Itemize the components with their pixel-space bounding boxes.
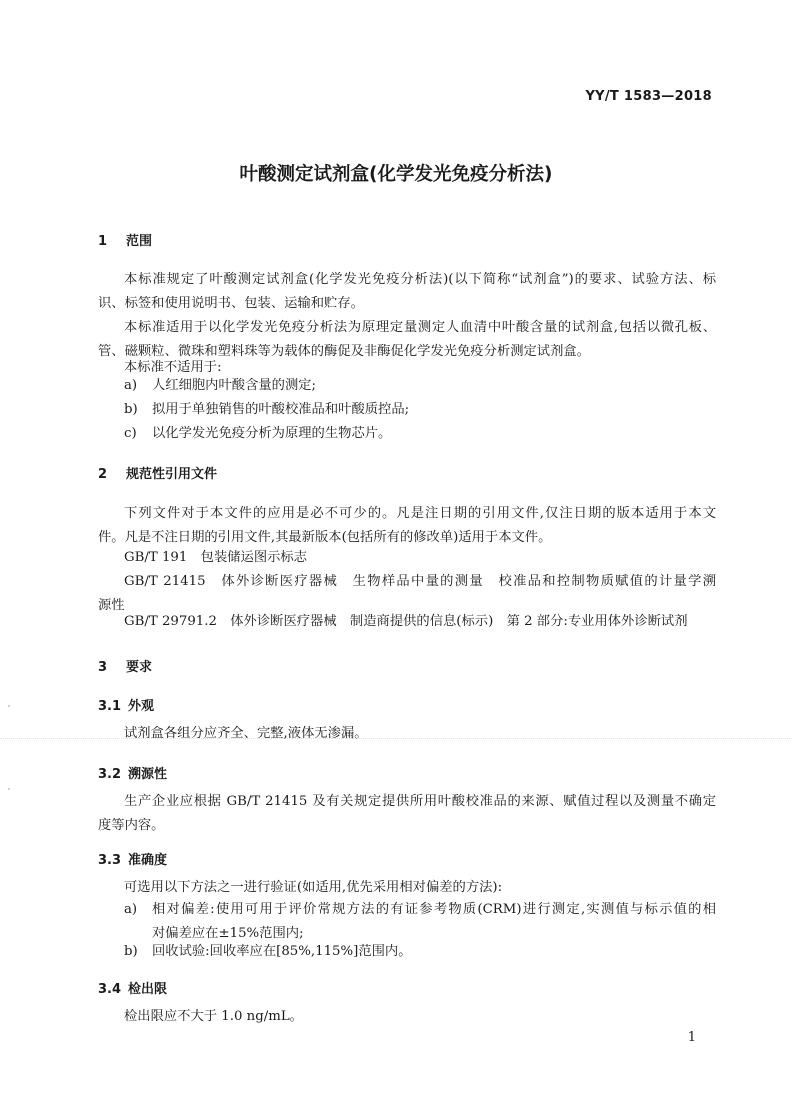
list-item-label: b) xyxy=(124,944,138,959)
section-3-heading xyxy=(98,656,152,675)
page-number: 1 xyxy=(687,1030,696,1045)
s2-paragraph-1 xyxy=(98,502,716,550)
s32-line2: 度等内容。 xyxy=(98,818,165,833)
s2-p1-line1: 下列文件对于本文件的应用是必不可少的。凡是注日期的引用文件,仅注日期的版本适用于本文 xyxy=(124,506,716,521)
list-item-label: a) xyxy=(124,378,138,393)
section-3-2-title: 溯源性 xyxy=(128,767,168,782)
s1-paragraph-1 xyxy=(98,268,716,316)
list-item-label: c) xyxy=(124,426,137,441)
section-2-number: 2 xyxy=(98,467,108,482)
s32-line1: 生产企业应根据 GB/T 21415 及有关规定提供所用叶酸校准品的来源、赋值过程以及测量不确定 xyxy=(124,794,716,809)
s34-text: 检出限应不大于 1.0 ng/mL。 xyxy=(124,1009,303,1024)
s32-paragraph xyxy=(98,790,716,838)
section-3-4-heading xyxy=(98,978,167,997)
section-3-2-heading xyxy=(98,763,167,782)
scan-artifact-line xyxy=(0,738,792,739)
section-3-1-heading xyxy=(98,695,154,714)
section-3-4-number: 3.4 xyxy=(98,982,122,997)
list-item-text: 回收试验:回收率应在[85%,115%]范围内。 xyxy=(152,944,412,959)
section-3-number: 3 xyxy=(98,660,108,675)
section-2-heading xyxy=(98,463,217,482)
section-3-title: 要求 xyxy=(126,660,153,675)
section-3-1-number: 3.1 xyxy=(98,699,122,714)
s1-paragraph-3: 本标准不适用于: xyxy=(124,360,222,375)
ref2-line2: 源性 xyxy=(98,598,125,613)
list-item-text: 以化学发光免疫分析为原理的生物芯片。 xyxy=(152,426,392,441)
ref2-line1: GB/T 21415 体外诊断医疗器械 生物样品中量的测量 校准品和控制物质赋值的计量学溯 xyxy=(124,574,716,589)
document-title: 叶酸测定试剂盒(化学发光免疫分析法) xyxy=(239,164,553,185)
s31-text: 试剂盒各组分应齐全、完整,液体无渗漏。 xyxy=(124,726,368,741)
s1-p2-line2: 管、磁颗粒、微珠和塑料珠等为载体的酶促及非酶促化学发光免疫分析测定试剂盒。 xyxy=(98,344,590,359)
section-3-2-number: 3.2 xyxy=(98,767,122,782)
section-3-1-title: 外观 xyxy=(128,699,155,714)
section-1-title: 范围 xyxy=(126,234,153,249)
standard-code: YY/T 1583—2018 xyxy=(585,89,712,104)
reference-gbt-29791-2: GB/T 29791.2 体外诊断医疗器械 制造商提供的信息(标示) 第 2 部分:专业用体外诊断试剂 xyxy=(124,614,688,629)
section-2-title: 规范性引用文件 xyxy=(126,467,218,482)
reference-gbt-191: GB/T 191 包装储运图示标志 xyxy=(124,550,308,565)
section-3-4-title: 检出限 xyxy=(128,982,168,997)
s1-p2-line1: 本标准适用于以化学发光免疫分析法为原理定量测定人血清中叶酸含量的试剂盒,包括以微孔板、 xyxy=(124,320,716,335)
section-3-3-number: 3.3 xyxy=(98,853,122,868)
list-item-text: 人红细胞内叶酸含量的测定; xyxy=(152,378,317,393)
section-3-3-heading xyxy=(98,849,167,868)
s33-intro: 可选用以下方法之一进行验证(如适用,优先采用相对偏差的方法): xyxy=(124,880,503,895)
list-item-label: a) xyxy=(124,902,138,917)
section-3-3-title: 准确度 xyxy=(128,853,168,868)
s2-p1-line2: 件。凡是不注日期的引用文件,其最新版本(包括所有的修改单)适用于本文件。 xyxy=(98,530,552,545)
list-item-label: b) xyxy=(124,402,138,417)
list-item-text: 拟用于单独销售的叶酸校准品和叶酸质控品; xyxy=(152,402,410,417)
scan-speck xyxy=(8,705,10,707)
section-1-number: 1 xyxy=(98,234,108,249)
section-1-heading xyxy=(98,230,152,249)
s1-p1-line1: 本标准规定了叶酸测定试剂盒(化学发光免疫分析法)(以下简称“试剂盒”)的要求、试验方法、标 xyxy=(124,272,716,287)
s33-a-line2: 对偏差应在±15%范围内; xyxy=(152,926,304,941)
s1-p1-line2: 识、标签和使用说明书、包装、运输和贮存。 xyxy=(98,296,364,311)
s33-a-line1: 相对偏差:使用可用于评价常规方法的有证参考物质(CRM)进行测定,实测值与标示值的相 xyxy=(152,902,716,917)
scan-speck xyxy=(8,788,10,790)
